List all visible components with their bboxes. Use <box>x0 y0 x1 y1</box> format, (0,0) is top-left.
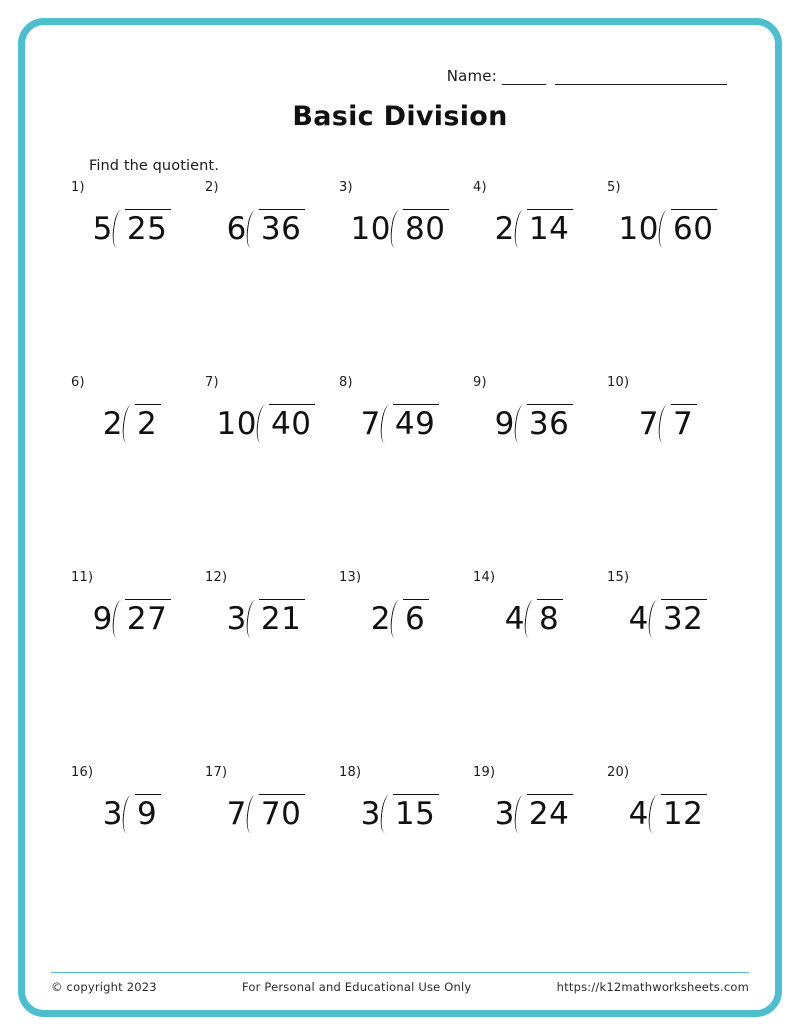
problem-expression <box>199 793 333 833</box>
long-division-bracket <box>113 208 171 248</box>
divisor-value: 6 <box>226 211 247 247</box>
long-division-bracket <box>381 403 439 443</box>
dividend-value: 70 <box>259 794 305 830</box>
long-division-bracket <box>247 598 305 638</box>
problem-item <box>601 765 735 960</box>
worksheet-content <box>25 25 775 1010</box>
problem-item <box>65 765 199 960</box>
divisor-value: 4 <box>504 601 525 637</box>
problem-grid <box>65 180 735 960</box>
divisor-value: 3 <box>226 601 247 637</box>
problem-row <box>65 570 735 765</box>
problem-number: 13) <box>339 570 362 585</box>
problem-number: 16) <box>71 765 94 780</box>
name-write-line-short[interactable] <box>502 69 546 85</box>
dividend-value: 8 <box>537 599 563 635</box>
dividend-value: 60 <box>671 209 717 245</box>
problem-expression <box>333 598 467 638</box>
problem-number: 19) <box>473 765 496 780</box>
divisor-value: 3 <box>102 796 123 832</box>
problem-expression <box>601 403 735 443</box>
dividend-value: 7 <box>671 404 697 440</box>
problem-number: 12) <box>205 570 228 585</box>
page-title: Basic Division <box>292 101 508 132</box>
divisor-value: 10 <box>350 211 391 247</box>
problem-expression <box>65 793 199 833</box>
problem-expression <box>467 793 601 833</box>
divisor-value: 4 <box>628 796 649 832</box>
problem-number: 11) <box>71 570 94 585</box>
problem-expression <box>601 208 735 248</box>
problem-number: 15) <box>607 570 630 585</box>
problem-expression <box>65 598 199 638</box>
divisor-value: 4 <box>628 601 649 637</box>
problem-number: 8) <box>339 375 353 390</box>
problem-expression <box>467 403 601 443</box>
dividend-value: 40 <box>269 404 315 440</box>
problem-expression <box>601 793 735 833</box>
divisor-value: 3 <box>360 796 381 832</box>
problem-expression <box>199 208 333 248</box>
problem-item <box>467 570 601 765</box>
problem-expression <box>65 403 199 443</box>
problem-number: 5) <box>607 180 621 195</box>
dividend-value: 21 <box>259 599 305 635</box>
instruction-text: Find the quotient. <box>89 158 219 174</box>
problem-item <box>199 375 333 570</box>
problem-expression <box>467 598 601 638</box>
problem-item <box>467 375 601 570</box>
problem-number: 4) <box>473 180 487 195</box>
dividend-value: 27 <box>125 599 171 635</box>
divisor-value: 10 <box>216 406 257 442</box>
problem-number: 7) <box>205 375 219 390</box>
footer-text-row <box>51 980 749 994</box>
problem-number: 1) <box>71 180 85 195</box>
footer-divider <box>51 972 749 973</box>
dividend-value: 36 <box>259 209 305 245</box>
problem-number: 2) <box>205 180 219 195</box>
problem-expression <box>467 208 601 248</box>
problem-item <box>601 180 735 375</box>
problem-item <box>199 180 333 375</box>
problem-item <box>65 375 199 570</box>
problem-number: 14) <box>473 570 496 585</box>
dividend-value: 12 <box>661 794 707 830</box>
name-write-line[interactable] <box>555 69 727 85</box>
divisor-value: 10 <box>618 211 659 247</box>
problem-item <box>333 180 467 375</box>
problem-item <box>467 765 601 960</box>
worksheet-border-frame <box>18 18 782 1017</box>
problem-expression <box>65 208 199 248</box>
problem-item <box>601 570 735 765</box>
long-division-bracket <box>113 598 171 638</box>
dividend-value: 24 <box>527 794 573 830</box>
problem-row <box>65 375 735 570</box>
problem-number: 18) <box>339 765 362 780</box>
problem-expression <box>333 403 467 443</box>
problem-item <box>601 375 735 570</box>
problem-item <box>65 180 199 375</box>
dividend-value: 36 <box>527 404 573 440</box>
divisor-value: 2 <box>102 406 123 442</box>
name-field-row <box>65 51 735 85</box>
dividend-value: 49 <box>393 404 439 440</box>
problem-number: 20) <box>607 765 630 780</box>
divisor-value: 2 <box>494 211 515 247</box>
problem-row <box>65 765 735 960</box>
long-division-bracket <box>257 403 315 443</box>
dividend-value: 9 <box>135 794 161 830</box>
problem-item <box>333 765 467 960</box>
problem-item <box>333 375 467 570</box>
long-division-bracket <box>649 598 707 638</box>
dividend-value: 25 <box>125 209 171 245</box>
divisor-value: 2 <box>370 601 391 637</box>
long-division-bracket <box>515 793 573 833</box>
divisor-value: 7 <box>360 406 381 442</box>
long-division-bracket <box>247 208 305 248</box>
problem-item <box>333 570 467 765</box>
problem-number: 9) <box>473 375 487 390</box>
divisor-value: 9 <box>494 406 515 442</box>
copyright-text: © copyright 2023 <box>51 980 157 994</box>
divisor-value: 9 <box>92 601 113 637</box>
long-division-bracket <box>659 208 717 248</box>
problem-expression <box>601 598 735 638</box>
problem-number: 10) <box>607 375 630 390</box>
long-division-bracket <box>381 793 439 833</box>
source-url: https://k12mathworksheets.com <box>556 980 749 994</box>
long-division-bracket <box>123 403 161 443</box>
long-division-bracket <box>515 208 573 248</box>
long-division-bracket <box>525 598 563 638</box>
divisor-value: 7 <box>226 796 247 832</box>
problem-item <box>199 765 333 960</box>
long-division-bracket <box>515 403 573 443</box>
dividend-value: 80 <box>403 209 449 245</box>
problem-item <box>467 180 601 375</box>
long-division-bracket <box>391 208 449 248</box>
problem-expression <box>333 793 467 833</box>
long-division-bracket <box>391 598 429 638</box>
problem-number: 3) <box>339 180 353 195</box>
dividend-value: 14 <box>527 209 573 245</box>
divisor-value: 3 <box>494 796 515 832</box>
long-division-bracket <box>659 403 697 443</box>
problem-number: 17) <box>205 765 228 780</box>
problem-expression <box>199 403 333 443</box>
problem-item <box>65 570 199 765</box>
long-division-bracket <box>649 793 707 833</box>
dividend-value: 6 <box>403 599 429 635</box>
divisor-value: 7 <box>638 406 659 442</box>
problem-number: 6) <box>71 375 85 390</box>
long-division-bracket <box>247 793 305 833</box>
dividend-value: 15 <box>393 794 439 830</box>
problem-expression <box>199 598 333 638</box>
problem-row <box>65 180 735 375</box>
divisor-value: 5 <box>92 211 113 247</box>
dividend-value: 32 <box>661 599 707 635</box>
dividend-value: 2 <box>135 404 161 440</box>
problem-item <box>199 570 333 765</box>
usage-notice: For Personal and Educational Use Only <box>241 980 472 994</box>
problem-expression <box>333 208 467 248</box>
page-footer <box>51 972 749 994</box>
long-division-bracket <box>123 793 161 833</box>
name-label: Name: <box>446 67 497 85</box>
